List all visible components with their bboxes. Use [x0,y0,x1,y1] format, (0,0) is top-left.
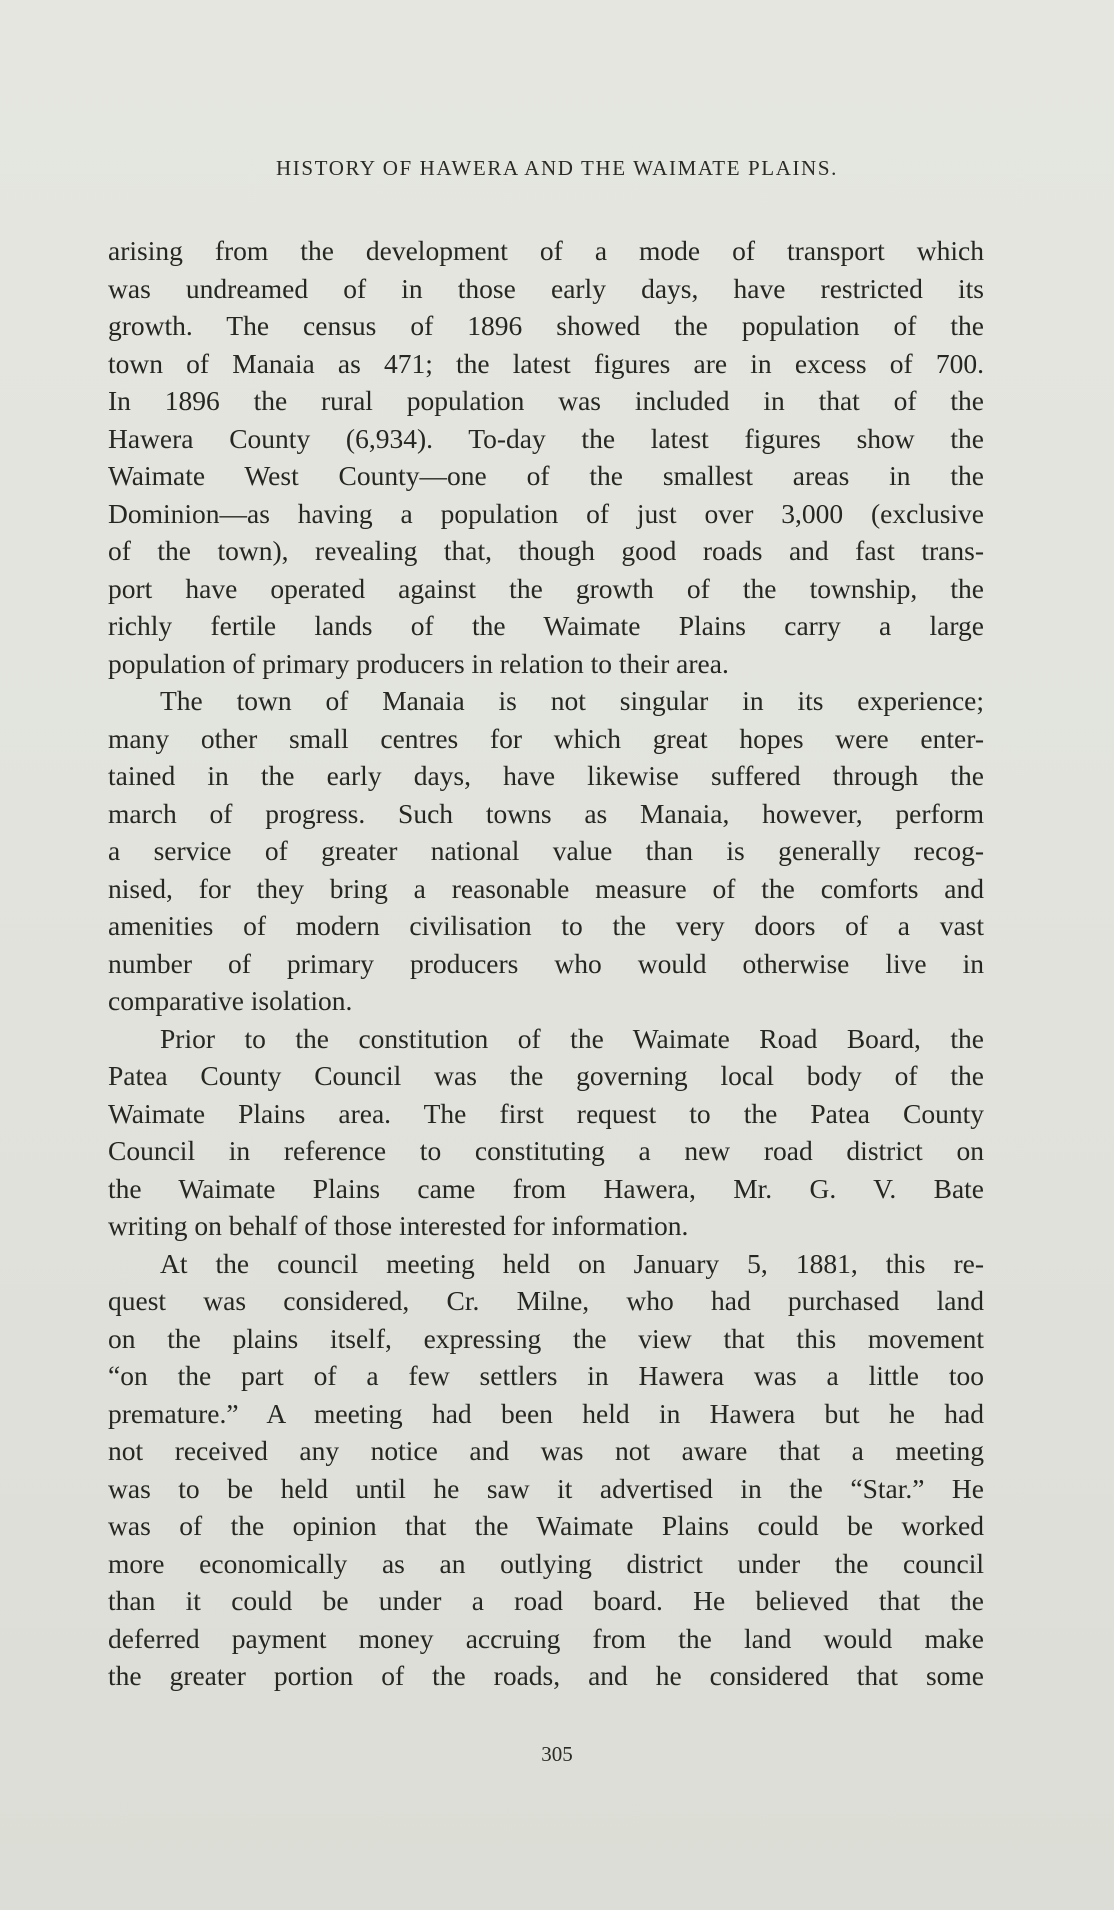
text-line: on the plains itself, expressing the view that this movement [108,1322,984,1354]
paragraph-3 [108,1020,984,1245]
paragraph-4 [108,1245,984,1695]
text-line: tained in the early days, have likewise suffered through the [108,760,984,791]
text-line: premature.” A meeting had been held in Hawera but he had [108,1397,984,1429]
body-text [108,232,984,1695]
paragraph-1 [108,232,984,682]
text-line: Waimate West County—one of the smallest areas in the [108,460,984,491]
text-line: comparative isolation. [108,985,353,1016]
text-line: At the council meeting held on January 5, 1881, this re- [160,1247,984,1279]
text-line: writing on behalf of those interested for information. [108,1210,689,1241]
text-line: “on the part of a few settlers in Hawera was a little too [108,1360,984,1391]
text-line: growth. The census of 1896 showed the population of the [108,310,984,341]
text-line: than it could be under a road board. He believed that the [108,1585,984,1616]
text-line: quest was considered, Cr. Milne, who had purchased land [108,1285,984,1316]
text-line: port have operated against the growth of the township, the [108,572,984,604]
text-line: Waimate Plains area. The first request to the Patea County [108,1097,984,1129]
text-line: a service of greater national value than is generally recog- [108,835,984,866]
paragraph-2 [108,682,984,1020]
text-line: not received any notice and was not aware that a meeting [108,1435,984,1466]
page-number: 305 [541,1742,573,1766]
text-line: arising from the development of a mode of transport which [108,235,984,266]
text-line: Hawera County (6,934). To-day the latest figures show the [108,422,984,454]
text-line: many other small centres for which great hopes were enter- [108,722,984,754]
text-line: was undreamed of in those early days, have restricted its [108,272,984,304]
text-line: march of progress. Such towns as Manaia, however, perform [108,797,984,829]
text-line: Dominion—as having a population of just over 3,000 (exclusive [108,497,984,529]
text-line: deferred payment money accruing from the land would make [108,1622,984,1654]
text-line: In 1896 the rural population was included in that of the [108,385,984,416]
text-line: the Waimate Plains came from Hawera, Mr. G. V. Bate [108,1172,984,1204]
text-line: richly fertile lands of the Waimate Plains carry a large [108,610,984,641]
text-line: was of the opinion that the Waimate Plains could be worked [108,1510,984,1541]
running-head-title: HISTORY OF HAWERA AND THE WAIMATE PLAINS. [276,156,838,180]
text-line: town of Manaia as 471; the latest figures are in excess of 700. [108,347,984,379]
text-line: Council in reference to constituting a new road district on [108,1135,984,1166]
text-line: more economically as an outlying district under the council [108,1547,984,1579]
text-line: number of primary producers who would otherwise live in [108,947,984,979]
text-line: The town of Manaia is not singular in its experience; [160,685,984,716]
text-line: the greater portion of the roads, and he considered that some [108,1660,984,1691]
text-line: Prior to the constitution of the Waimate Road Board, the [160,1022,984,1054]
text-line: population of primary producers in relation to their area. [108,647,729,679]
text-line: of the town), revealing that, though good roads and fast trans- [108,535,984,566]
text-line: Patea County Council was the governing local body of the [108,1060,984,1091]
text-line: amenities of modern civilisation to the very doors of a vast [108,910,984,941]
text-line: was to be held until he saw it advertised in the “Star.” He [108,1472,984,1504]
text-line: nised, for they bring a reasonable measure of the comforts and [108,872,984,904]
